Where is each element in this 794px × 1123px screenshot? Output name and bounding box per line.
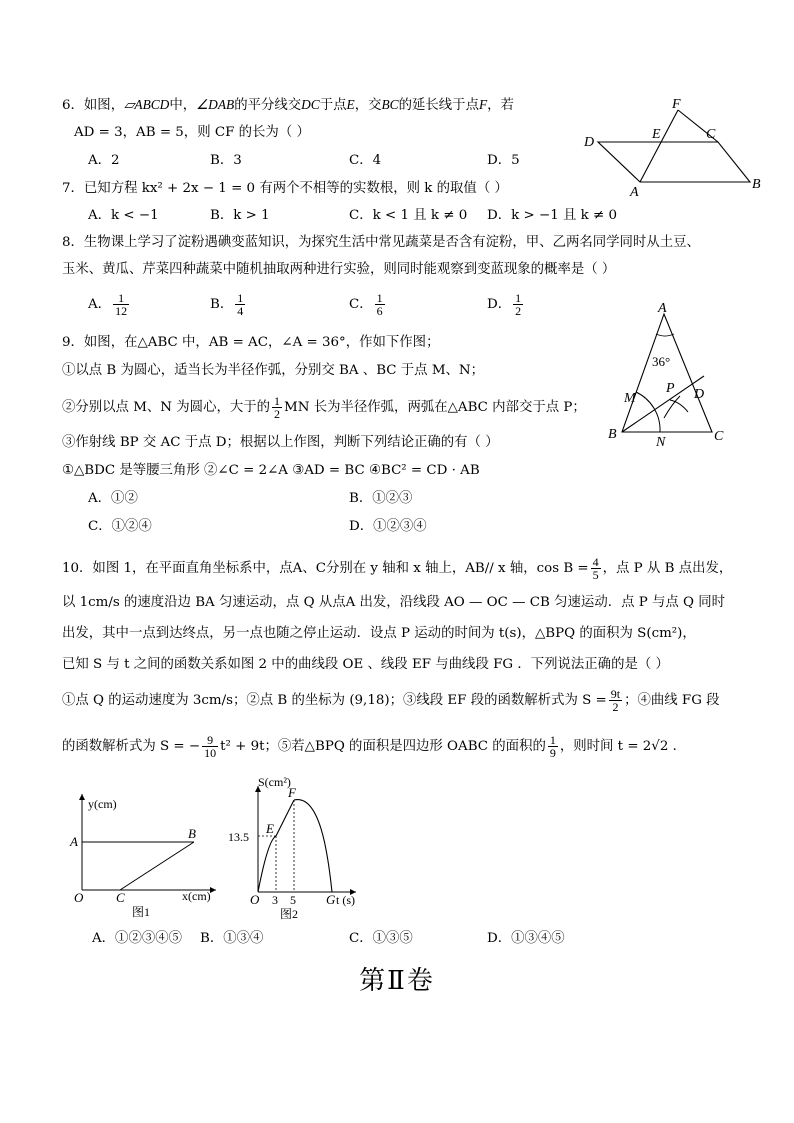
q8-line1: 8．生物课上学习了淀粉遇碘变蓝知识，为探究生活中常见蔬菜是否含有淀粉，甲、乙两名同学同时从土豆、 — [62, 235, 700, 250]
q9-triangle-figure — [608, 300, 738, 450]
label-f: F — [288, 785, 296, 800]
q9-option-a[interactable]: A．①② — [88, 491, 138, 506]
q9-line3: ②分别以点 M、N 为圆心，大于的 $\frac{1}{2}$ MN 长为半径作弧，两弧在△ABC 内部交于点 P； — [62, 394, 586, 421]
curve-fg — [294, 800, 332, 892]
label-b: B — [752, 177, 761, 192]
q6-option-b[interactable]: B．3 — [210, 153, 242, 168]
q10-option-d[interactable]: D．①③④⑤ — [487, 931, 565, 946]
label-g: G — [326, 892, 336, 907]
y-axis-label: y(cm) — [88, 797, 117, 811]
label-d: D — [694, 387, 705, 402]
q8-option-b[interactable]: B． $\frac{1}{4}$ — [210, 291, 244, 318]
q9-line5: ①△BDC 是等腰三角形 ②∠C = 2∠A ③AD = BC ④BC² = CD · AB — [62, 463, 480, 478]
label-b: B — [608, 427, 617, 442]
label-a: A — [658, 301, 667, 316]
tick-5: 5 — [290, 893, 296, 907]
label-b: B — [188, 826, 196, 841]
y-axis-arrow — [79, 794, 85, 800]
q9-option-c[interactable]: C．①②④ — [88, 519, 152, 534]
label-c: C — [714, 429, 724, 444]
q6-parallelogram-figure — [580, 92, 770, 200]
q10-figure-1 — [66, 784, 226, 920]
label-e: E — [652, 127, 661, 142]
volume-title: 第Ⅱ卷 — [359, 966, 435, 996]
q9-line2: ①以点 B 为圆心，适当长为半径作弧，分别交 BA 、BC 于点 M、N； — [62, 363, 485, 378]
q8-line2: 玉米、黄瓜、芹菜四种蔬菜中随机抽取两种进行实验，则同时能观察到变蓝现象的概率是（ ） — [62, 262, 616, 277]
arc-mn — [636, 392, 660, 432]
figure-1-caption: 图1 — [132, 905, 151, 919]
q9-option-d[interactable]: D．①②③④ — [349, 519, 427, 534]
q10-line6: 的函数解析式为 S = − $\frac{9}{10}$ t² + 9t；⑤若△BPQ 的面积是四边形 OABC 的面积的 $\frac{1}{9}$ ，则时间 t = 2√2 ． — [62, 733, 687, 760]
label-o: O — [250, 892, 260, 907]
q7-option-a[interactable]: A．k < −1 — [88, 208, 159, 223]
label-a: A — [70, 834, 78, 849]
q9-line4: ③作射线 BP 交 AC 于点 D；根据以上作图，判断下列结论正确的有（ ） — [62, 435, 499, 450]
q6-line2: AD = 3，AB = 5，则 CF 的长为（ ） — [74, 125, 310, 140]
x-axis-arrow — [210, 887, 216, 893]
curve-oe — [258, 836, 276, 892]
label-d: D — [584, 135, 595, 150]
label-a: A — [630, 185, 639, 200]
q10-line3: 出发，其中一点到达终点，另一点也随之停止运动．设点 P 运动的时间为 t(s)，△BPQ 的面积为 S(cm²)， — [62, 626, 696, 641]
label-m: M — [624, 391, 636, 406]
q6-option-d[interactable]: D．5 — [487, 153, 520, 168]
q6-option-a[interactable]: A．2 — [88, 153, 120, 168]
q10-figure-2 — [228, 774, 368, 922]
segment-ef — [276, 800, 294, 836]
q10-option-a[interactable]: A．①②③④⑤ — [92, 931, 183, 946]
q6-line1: 6．如图，▱ABCD中，∠DAB的平分线交DC于点E，交BC的延长线于点F，若 — [62, 97, 514, 113]
q9-line1: 9．如图，在△ABC 中，AB = AC，∠A = 36°，作如下作图； — [62, 335, 440, 350]
segment-cb — [120, 842, 194, 890]
label-f: F — [672, 97, 681, 112]
q7-option-d[interactable]: D．k > −1 且 k ≠ 0 — [487, 208, 617, 223]
q8-option-a[interactable]: A． $\frac{1}{12}$ — [88, 291, 128, 318]
s-axis-label: S(cm²) — [258, 775, 291, 789]
q8-option-c[interactable]: C． $\frac{1}{6}$ — [349, 291, 383, 318]
q6-option-c[interactable]: C．4 — [349, 153, 382, 168]
label-c: C — [116, 890, 125, 905]
q8-option-d[interactable]: D． $\frac{1}{2}$ — [487, 291, 522, 318]
q10-option-b[interactable]: B．①③④ — [200, 931, 264, 946]
arc-p1 — [664, 396, 680, 418]
q9-option-b[interactable]: B．①②③ — [349, 491, 413, 506]
arc-p2 — [670, 400, 688, 412]
triangle-abc — [622, 314, 712, 432]
q10-option-c[interactable]: C．①③⑤ — [349, 931, 413, 946]
angle-36-label: 36° — [652, 354, 671, 369]
q7-option-b[interactable]: B．k > 1 — [210, 208, 270, 223]
tick-3: 3 — [272, 893, 278, 907]
label-p: P — [666, 381, 675, 396]
q7-stem: 7．已知方程 kx² + 2x − 1 = 0 有两个不相等的实数根，则 k 的取值（ ） — [62, 181, 508, 196]
angle-a-mark — [656, 334, 674, 336]
label-o: O — [74, 890, 84, 905]
t-axis-label: t (s) — [336, 893, 355, 907]
x-axis-label: x(cm) — [182, 889, 211, 903]
q10-line1: 10．如图 1，在平面直角坐标系中，点A、C分别在 y 轴和 x 轴上，AB// x 轴，cos B = $\frac{4}{5}$ ，点 P 从 B 点出发， — [62, 555, 733, 582]
label-c: C — [706, 127, 716, 142]
q10-line5: ①点 Q 的运动速度为 3cm/s；②点 B 的坐标为 (9,18)；③线段 EF 段的函数解析式为 S = $\frac{9t}{2}$ ；④曲线 FG 段 — [62, 687, 720, 714]
parallelogram-abcd — [598, 142, 750, 182]
q10-line2: 以 1cm/s 的速度沿边 BA 匀速运动，点 Q 从点A 出发，沿线段 AO — OC — CB 匀速运动．点 P 与点 Q 同时 — [62, 595, 726, 610]
bisector-line-af — [640, 110, 678, 182]
label-n: N — [656, 435, 666, 450]
tick-13-5: 13.5 — [228, 830, 249, 844]
q7-option-c[interactable]: C．k < 1 且 k ≠ 0 — [349, 208, 468, 223]
figure-2-caption: 图2 — [280, 907, 299, 921]
label-e: E — [266, 821, 274, 836]
q10-line4: 已知 S 与 t 之间的函数关系如图 2 中的曲线段 OE 、线段 EF 与曲线段 FG ．下列说法正确的是（ ） — [62, 657, 669, 672]
